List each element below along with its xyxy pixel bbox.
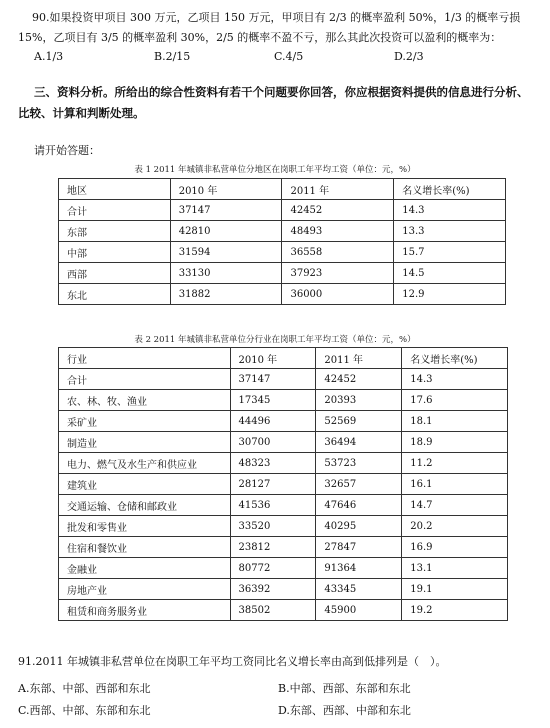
table-cell: 36392 xyxy=(230,579,316,600)
table-header-cell: 行业 xyxy=(59,348,231,369)
table-row xyxy=(59,263,506,284)
table-cell: 31594 xyxy=(170,242,282,263)
table-row xyxy=(59,242,506,263)
table-cell: 农、林、牧、渔业 xyxy=(59,390,231,411)
table-row xyxy=(59,411,508,432)
table2-caption: 表 2 2011 年城镇非私营单位分行业在岗职工年平均工资（单位：元，%） xyxy=(134,335,416,345)
table-cell: 44496 xyxy=(230,411,316,432)
table-cell: 48323 xyxy=(230,453,316,474)
table-cell: 52569 xyxy=(316,411,402,432)
table-industry-wages xyxy=(58,347,508,621)
table-cell: 14.3 xyxy=(402,369,508,390)
table-cell: 38502 xyxy=(230,600,316,621)
table-row xyxy=(59,579,508,600)
table-header-cell: 2010 年 xyxy=(230,348,316,369)
table-row xyxy=(59,432,508,453)
table-cell: 28127 xyxy=(230,474,316,495)
table-cell: 27847 xyxy=(316,537,402,558)
table-cell: 17.6 xyxy=(402,390,508,411)
table-header-cell: 名义增长率(%) xyxy=(394,179,506,200)
table-header-cell: 2011 年 xyxy=(282,179,394,200)
question-91-options-row2 xyxy=(18,702,538,718)
table-cell: 住宿和餐饮业 xyxy=(59,537,231,558)
q91-option-d: D.东部、西部、中部和东北 xyxy=(278,704,411,717)
table-cell: 43345 xyxy=(316,579,402,600)
table-cell: 37923 xyxy=(282,263,394,284)
table-cell: 12.9 xyxy=(394,284,506,305)
q90-option-c: C.4/5 xyxy=(274,50,304,63)
table-cell: 16.1 xyxy=(402,474,508,495)
table-cell: 41536 xyxy=(230,495,316,516)
table-row xyxy=(59,200,506,221)
table-header-cell: 2010 年 xyxy=(170,179,282,200)
table-cell: 13.1 xyxy=(402,558,508,579)
table-cell: 15.7 xyxy=(394,242,506,263)
table-header-cell: 地区 xyxy=(59,179,171,200)
table-row xyxy=(59,221,506,242)
table-cell: 33130 xyxy=(170,263,282,284)
section-heading: 三、资料分析。所给出的综合性资料有若干个问题要你回答，你应根据资料提供的信息进行分析、比较、计算和判断处理。 xyxy=(18,85,529,120)
q91-option-b: B.中部、西部、东部和东北 xyxy=(278,682,411,695)
table-cell: 48493 xyxy=(282,221,394,242)
table-cell: 45900 xyxy=(316,600,402,621)
table-cell: 91364 xyxy=(316,558,402,579)
table-cell: 西部 xyxy=(59,263,171,284)
table-cell: 19.1 xyxy=(402,579,508,600)
q91-option-a: A.东部、中部、西部和东北 xyxy=(18,682,151,695)
table-cell: 合计 xyxy=(59,200,171,221)
table-row xyxy=(59,600,508,621)
table1-caption: 表 1 2011 年城镇非私营单位分地区在岗职工年平均工资（单位：元，%） xyxy=(134,165,416,175)
table-cell: 53723 xyxy=(316,453,402,474)
table-cell: 房地产业 xyxy=(59,579,231,600)
table-cell: 采矿业 xyxy=(59,411,231,432)
table-row xyxy=(59,558,508,579)
q91-option-c: C.西部、中部、东部和东北 xyxy=(18,704,151,717)
question-91-text: 91.2011 年城镇非私营单位在岗职工年平均工资同比名义增长率由高到低排列是（ ）。 xyxy=(18,655,447,668)
table-cell: 18.1 xyxy=(402,411,508,432)
table-row xyxy=(59,537,508,558)
question-90-text: 90.如果投资甲项目 300 万元，乙项目 150 万元，甲项目有 2/3 的概率盈利 50%，1/3 的概率亏损 15%，乙项目有 3/5 的概率盈利 30%，2/5 的概率不盈不亏，那么其此次投资可以盈利的概率为： xyxy=(18,11,521,44)
table-cell: 37147 xyxy=(230,369,316,390)
table-cell: 23812 xyxy=(230,537,316,558)
table-header-row xyxy=(59,348,508,369)
table-cell: 13.3 xyxy=(394,221,506,242)
table-cell: 14.5 xyxy=(394,263,506,284)
q90-option-d: D.2/3 xyxy=(394,50,424,63)
table-cell: 制造业 xyxy=(59,432,231,453)
table-cell: 42810 xyxy=(170,221,282,242)
table-cell: 31882 xyxy=(170,284,282,305)
table-cell: 交通运输、仓储和邮政业 xyxy=(59,495,231,516)
table-cell: 47646 xyxy=(316,495,402,516)
table-cell: 14.7 xyxy=(402,495,508,516)
table-cell: 36494 xyxy=(316,432,402,453)
table-row xyxy=(59,390,508,411)
table-cell: 37147 xyxy=(170,200,282,221)
table-row xyxy=(59,516,508,537)
table-cell: 批发和零售业 xyxy=(59,516,231,537)
table-header-row xyxy=(59,179,506,200)
table-cell: 32657 xyxy=(316,474,402,495)
table-cell: 租赁和商务服务业 xyxy=(59,600,231,621)
table-cell: 合计 xyxy=(59,369,231,390)
table-header-cell: 2011 年 xyxy=(316,348,402,369)
table-row xyxy=(59,453,508,474)
table-region-wages xyxy=(58,178,506,305)
table-cell: 40295 xyxy=(316,516,402,537)
table-cell: 19.2 xyxy=(402,600,508,621)
table-cell: 42452 xyxy=(282,200,394,221)
table-cell: 建筑业 xyxy=(59,474,231,495)
table-cell: 电力、燃气及水生产和供应业 xyxy=(59,453,231,474)
table-cell: 18.9 xyxy=(402,432,508,453)
q90-option-b: B.2/15 xyxy=(154,50,191,63)
table-header-cell: 名义增长率(%) xyxy=(402,348,508,369)
table-row xyxy=(59,369,508,390)
table-cell: 金融业 xyxy=(59,558,231,579)
table-cell: 16.9 xyxy=(402,537,508,558)
start-instruction: 请开始答题： xyxy=(34,144,100,157)
table-cell: 20393 xyxy=(316,390,402,411)
table-row xyxy=(59,495,508,516)
table-cell: 36558 xyxy=(282,242,394,263)
table-row xyxy=(59,284,506,305)
table-cell: 33520 xyxy=(230,516,316,537)
table-row xyxy=(59,474,508,495)
table-cell: 中部 xyxy=(59,242,171,263)
question-90-options xyxy=(34,50,514,63)
table-cell: 20.2 xyxy=(402,516,508,537)
table-cell: 30700 xyxy=(230,432,316,453)
table-cell: 36000 xyxy=(282,284,394,305)
table-cell: 17345 xyxy=(230,390,316,411)
table-cell: 东北 xyxy=(59,284,171,305)
q90-option-a: A.1/3 xyxy=(34,50,64,63)
table-cell: 80772 xyxy=(230,558,316,579)
question-91-options-row1 xyxy=(18,680,538,696)
table-cell: 14.3 xyxy=(394,200,506,221)
table-cell: 42452 xyxy=(316,369,402,390)
table-cell: 11.2 xyxy=(402,453,508,474)
table-cell: 东部 xyxy=(59,221,171,242)
